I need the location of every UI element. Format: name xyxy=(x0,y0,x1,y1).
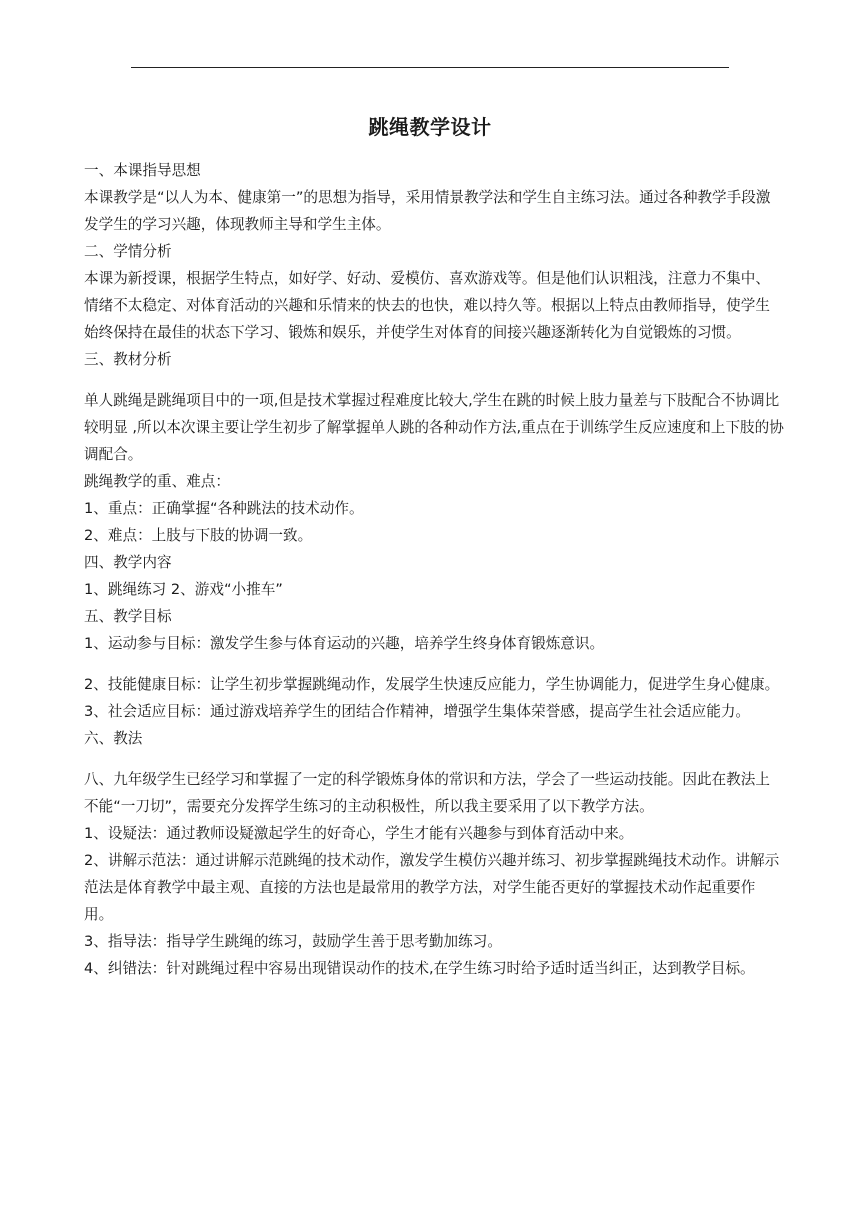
objective-item: 3、社会适应目标：通过游戏培养学生的团结合作精神，增强学生集体荣誉感，提高学生社会适应能力。 xyxy=(84,703,751,720)
method-item: 1、设疑法：通过教师设疑激起学生的好奇心，学生才能有兴趣参与到体育活动中来。 xyxy=(84,825,634,842)
header-rule xyxy=(131,67,729,68)
content-item: 1、跳绳练习 2、游戏“小推车” xyxy=(84,581,283,598)
section-heading-guiding-ideology: 一、本课指导思想 xyxy=(84,162,201,179)
objective-item: 1、运动参与目标：激发学生参与体育运动的兴趣，培养学生终身体育锻炼意识。 xyxy=(84,635,605,652)
objective-item: 2、技能健康目标：让学生初步掌握跳绳动作，发展学生快速反应能力，学生协调能力，促进学生身心健康。 xyxy=(84,676,780,693)
section-heading-student-analysis: 二、学情分析 xyxy=(84,243,172,260)
difficulty-item: 2、难点：上肢与下肢的协调一致。 xyxy=(84,527,313,544)
paragraph-methods-intro: 八、九年级学生已经学习和掌握了一定的科学锻炼身体的常识和方法，学会了一些运动技能。因此在教法上不能“一刀切”，需要充分发挥学生练习的主动积极性，所以我主要采用了以下教学方法。 xyxy=(84,771,770,815)
method-item: 3、指导法：指导学生跳绳的练习，鼓励学生善于思考勤加练习。 xyxy=(84,933,502,950)
section-heading-material-analysis: 三、教材分析 xyxy=(84,351,172,368)
section-heading-methods: 六、教法 xyxy=(84,730,143,747)
paragraph-material-analysis: 单人跳绳是跳绳项目中的一项,但是技术掌握过程难度比较大,学生在跳的时候上肢力量差与下肢配合不协调比较明显 ,所以本次课主要让学生初步了解掌握单人跳的各种动作方法,重点在于训练学生反应速度和上下肢的协调配合。 xyxy=(84,392,784,463)
document-body xyxy=(84,157,784,982)
method-item: 4、纠错法：针对跳绳过程中容易出现错误动作的技术,在学生练习时给予适时适当纠正，达到教学目标。 xyxy=(84,960,755,977)
section-heading-objectives: 五、教学目标 xyxy=(84,608,172,625)
document-title: 跳绳教学设计 xyxy=(368,115,492,139)
method-item: 2、讲解示范法：通过讲解示范跳绳的技术动作，激发学生模仿兴趣并练习、初步掌握跳绳技术动作。讲解示范法是体育教学中最主观、直接的方法也是最常用的教学方法，对学生能否更好的掌握技术动作起重要作用。 xyxy=(84,852,780,923)
section-heading-content: 四、教学内容 xyxy=(84,554,172,571)
paragraph-guiding-ideology: 本课教学是“以人为本、健康第一”的思想为指导，采用情景教学法和学生自主练习法。通过各种教学手段激发学生的学习兴趣，体现教师主导和学生主体。 xyxy=(84,189,771,233)
key-point-item: 1、重点：正确掌握“各种跳法的技术动作。 xyxy=(84,500,364,517)
paragraph-student-analysis: 本课为新授课，根据学生特点，如好学、好动、爱模仿、喜欢游戏等。但是他们认识粗浅，注意力不集中、情绪不太稳定、对体育活动的兴趣和乐情来的快去的也快，难以持久等。根据以上特点由教师指导，使学生始终保持在最佳的状态下学习、锻炼和娱乐，并使学生对体育的间接兴趣逐渐转化为自觉锻炼的习惯。 xyxy=(84,270,770,341)
key-points-heading: 跳绳教学的重、难点： xyxy=(84,473,230,490)
